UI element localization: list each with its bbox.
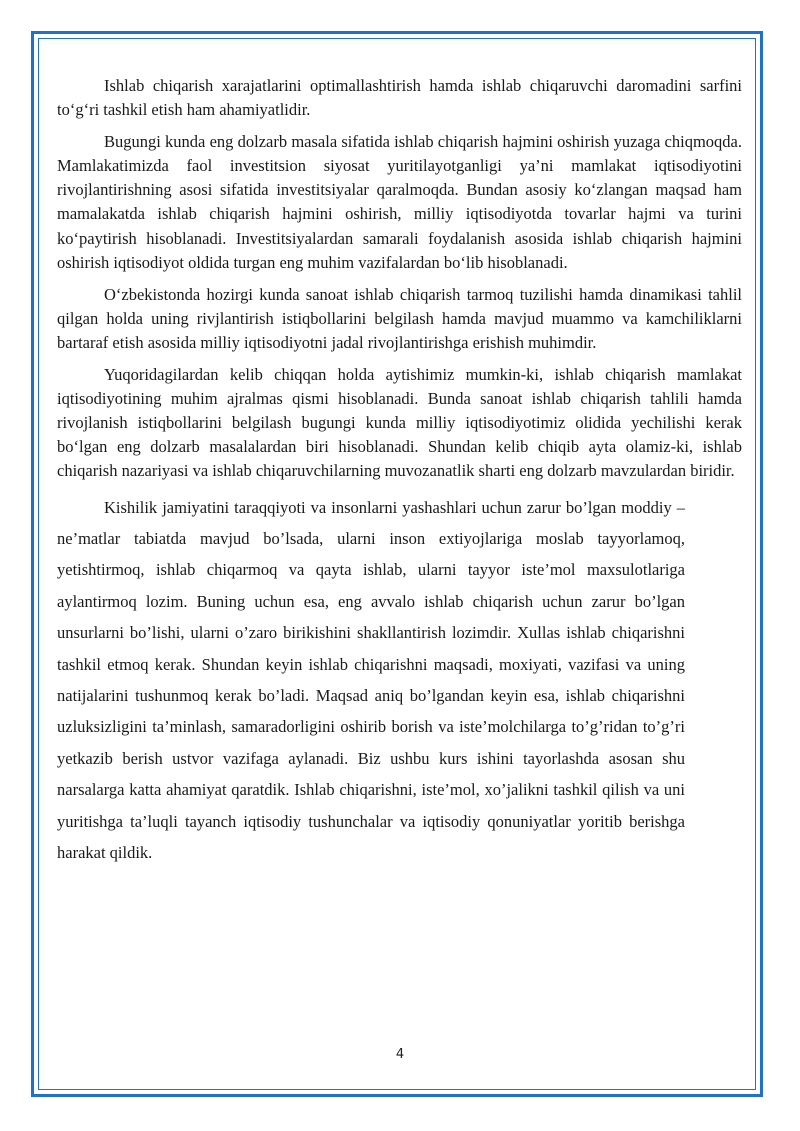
document-body [57,74,742,876]
paragraph-1: Ishlab chiqarish xarajatlarini optimallashtirish hamda ishlab chiqaruvchi daromadini sarfini to‘g‘ri tashkil etish ham ahamiyatlidir. [57,76,742,120]
paragraph-2: Bugungi kunda eng dolzarb masala sifatida ishlab chiqarish hajmini oshirish yuzaga chiqmoqda. Mamlakatimizda faol investitsion siyosat yuritilayotganligi ya’ni mamlakat iqtisodiyotini rivojlantirishning asosi sifatida investitsiyalar qaralmoqda. Bundan asosiy ko‘zlangan maqsad ham mamalakatda ishlab chiqarish hajmini oshirish, milliy iqtisodiyotda tovarlar hajmi va turini ko‘paytirish hisoblanadi. Investitsiyalardan samarali foydalanish asosida ishlab chiqarish hajmini oshirish iqtisodiyot oldida turgan eng muhim vazifalardan bo‘lib hisoblanadi. [57,132,742,272]
paragraph-4: Yuqoridagilardan kelib chiqqan holda aytishimiz mumkin-ki, ishlab chiqarish mamlakat iqtisodiyotining muhim ajralmas qismi hisoblanadi. Bunda sanoat ishlab chiqarish tahlili hamda rivojlanish istiqbollarini belgilash bugungi kunda milliy iqtisodiyotimiz olidida yechilishi kerak bo‘lgan eng dolzarb masalalardan biri hisoblanadi. Shundan kelib chiqib ayta olamiz-ki, ishlab chiqarish nazariyasi va ishlab chiqaruvchilarning muvozanatlik sharti eng dolzarb mavzulardan biridir. [57,365,742,481]
paragraph-5: Kishilik jamiyatini taraqqiyoti va insonlarni yashashlari uchun zarur bo’lgan moddiy – ne’matlar tabiatda mavjud bo’lsada, ularni inson extiyojlariga moslab tayyorlamoq, yetishtirmoq, ishlab chiqarmoq va qayta ishlab, ularni tayyor iste’mol maxsulotlariga aylantirmoq lozim. Buning uchun esa, eng avvalo ishlab chiqarish uchun zarur bo’lgan unsurlarni bo’lishi, ularni o’zaro birikishini shakllantirish lozimdir. Xullas ishlab chiqarishni tashkil etmoq kerak. Shundan keyin ishlab chiqarishni maqsadi, moxiyati, vazifasi va uning natijalarini tushunmoq kerak bo’ladi. Maqsad aniq bo’lgandan keyin esa, ishlab chiqarishni uzluksizligini ta’minlash, samaradorligini oshirib borish va iste’molchilarga to’g’ridan to’g’ri yetkazib berish ustvor vazifaga aylanadi. Biz ushbu kurs ishini tayorlashda asosan shu narsalarga katta ahamiyat qaratdik. Ishlab chiqarishni, iste’mol, xo’jalikni tashkil qilish va uni yuritishga ta’luqli tayanch iqtisodiy tushunchalar va iqtisodiy qonuniyatlar yoritib berishga harakat qildik. [57,497,685,862]
page-number: 4 [395,1047,405,1062]
paragraph-3: O‘zbekistonda hozirgi kunda sanoat ishlab chiqarish tarmoq tuzilishi hamda dinamikasi tahlil qilgan holda uning rivjlantirish istiqbollarini belgilash hamda mavjud muammo va kamchiliklarni bartaraf etish asosida milliy iqtisodiyotni jadal rivojlantirishga erishish muhimdir. [57,284,742,352]
